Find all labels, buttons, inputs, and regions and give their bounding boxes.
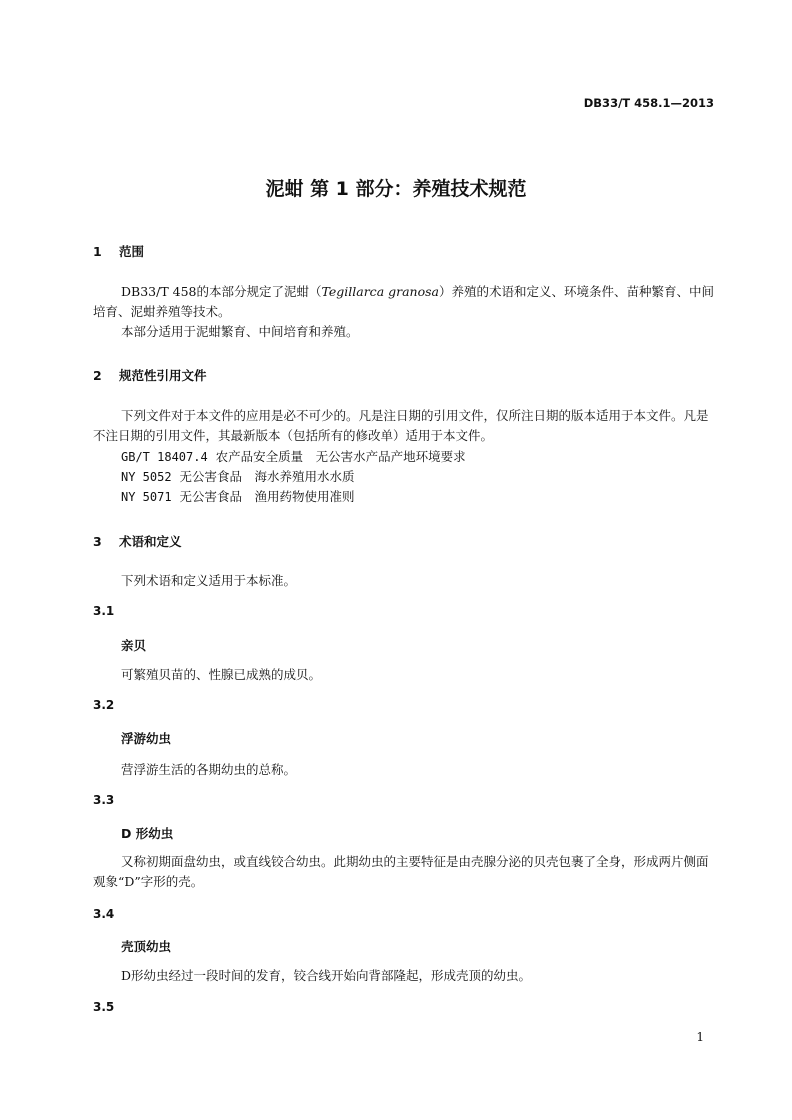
scope-applicability: 本部分适用于泥蚶繁育、中间培育和养殖。: [121, 324, 359, 339]
section-heading-1: [93, 242, 144, 260]
section-number: 3: [93, 534, 102, 549]
reference-code: NY 5052: [121, 470, 172, 484]
term-name: 亲贝: [121, 638, 147, 653]
reference-title: 无公害食品 海水养殖用水水质: [179, 469, 355, 484]
section-number: 2: [93, 368, 102, 383]
section-title: 规范性引用文件: [119, 368, 207, 383]
clause-number: 3.5: [93, 1000, 115, 1014]
reference-code: GB/T 18407.4: [121, 450, 208, 464]
reference-item: [121, 447, 466, 465]
term-name: 浮游幼虫: [121, 731, 172, 746]
section-title: 术语和定义: [119, 534, 182, 549]
reference-item: [121, 487, 355, 505]
section-title: 范围: [119, 244, 145, 259]
page-number: 1: [696, 1030, 704, 1044]
clause-number: 3.4: [93, 907, 115, 921]
term-definition: 可繁殖贝苗的、性腺已成熟的成贝。: [121, 667, 322, 682]
document-title: 泥蚶 第 1 部分：养殖技术规范: [265, 178, 527, 200]
term-name: 壳顶幼虫: [121, 939, 172, 954]
clause-number: 3.2: [93, 698, 115, 712]
reference-title: 农产品安全质量 无公害水产品产地环境要求: [215, 449, 466, 464]
term-definition: D形幼虫经过一段时间的发育，铰合线开始向背部隆起，形成壳顶的幼虫。: [121, 968, 532, 983]
scope-text-before: DB33/T 458的本部分规定了泥蚶（: [121, 284, 322, 299]
reference-item: [121, 467, 355, 485]
reference-code: NY 5071: [121, 490, 172, 504]
scope-text-after: ）养殖的术语和定义、环境条件、苗种繁育、中间培育、泥蚶养殖等技术。: [93, 284, 715, 319]
section-number: 1: [93, 244, 102, 259]
term-definition: 营浮游生活的各期幼虫的总称。: [121, 762, 297, 777]
term-name: D 形幼虫: [121, 826, 174, 841]
reference-title: 无公害食品 渔用药物使用准则: [179, 489, 355, 504]
document-code: DB33/T 458.1—2013: [583, 96, 714, 110]
term-definition: 又称初期面盘幼虫，或直线铰合幼虫。此期幼虫的主要特征是由壳腺分泌的贝壳包裹了全身，形成两片侧面观象“D”字形的壳。: [93, 854, 709, 889]
section-heading-3: [93, 532, 182, 550]
latin-species-name: Tegillarca granosa: [321, 284, 439, 299]
terms-intro: 下列术语和定义适用于本标准。: [121, 573, 297, 588]
normative-references-paragraph: 下列文件对于本文件的应用是必不可少的。凡是注日期的引用文件，仅所注日期的版本适用于本文件。凡是不注日期的引用文件，其最新版本（包括所有的修改单）适用于本文件。: [93, 408, 709, 443]
scope-paragraph: [93, 282, 719, 322]
clause-number: 3.1: [93, 604, 115, 618]
clause-number: 3.3: [93, 793, 115, 807]
section-heading-2: [93, 366, 207, 384]
